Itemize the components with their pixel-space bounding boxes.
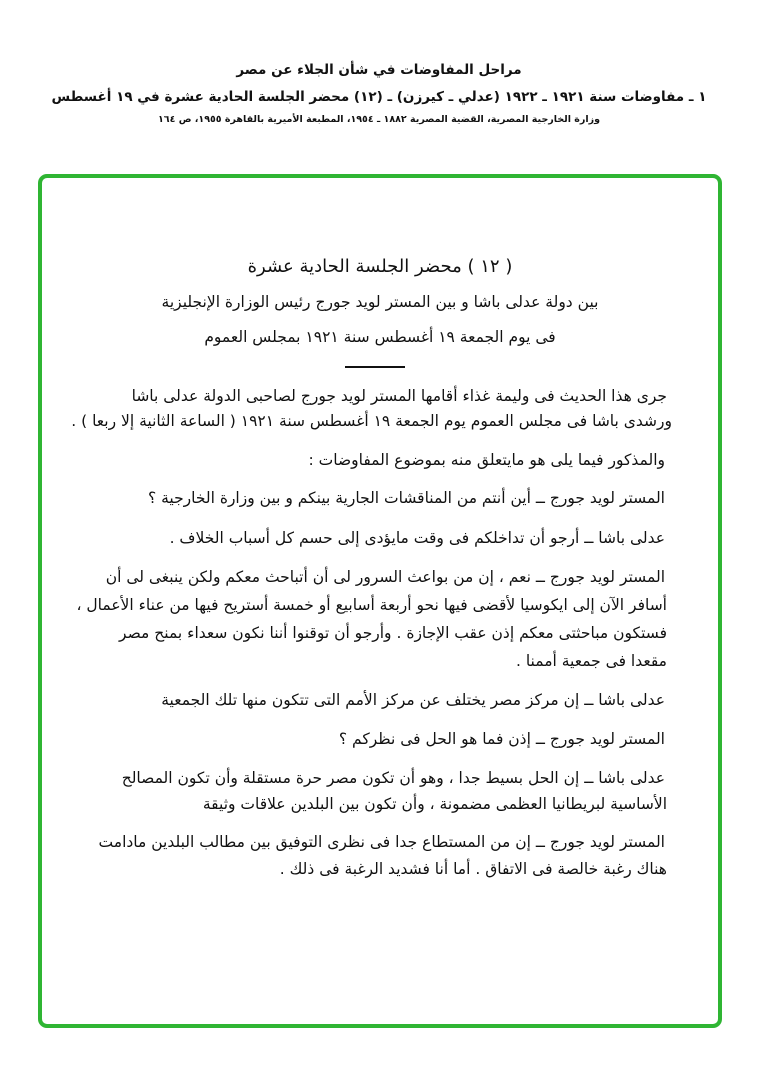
text-line: المستر لويد جورج ــ نعم ، إن من بواعث السرور لى أن أتباحث معكم ولكن ينبغى لى أن xyxy=(105,568,665,586)
text-line: أسافر الآن إلى ايكوسيا لأقضى فيها نحو أربعة أسابيع أو خمسة أستريح فيها من عناء الأعمال ، xyxy=(76,596,667,614)
text-line: جرى هذا الحديث فى وليمة غذاء أقامها المستر لويد جورج لصاحبى الدولة عدلى باشا xyxy=(131,387,667,405)
text-line: هناك رغبة خالصة فى الاتفاق . أما أنا فشديد الرغبة فى ذلك . xyxy=(279,860,667,878)
text-line: المستر لويد جورج ــ أين أنتم من المناقشات الجارية بينكم و بين وزارة الخارجية ؟ xyxy=(147,489,665,507)
document-title: ( ١٢ ) محضر الجلسة الحادية عشرة xyxy=(247,256,513,277)
text-line: مقعدا فى جمعية أممنا . xyxy=(515,652,667,670)
text-line: ورشدى باشا فى مجلس العموم يوم الجمعة ١٩ أغسطس سنة ١٩٢١ ( الساعة الثانية إلا ربعا ) . xyxy=(71,412,672,430)
page-header-title: مراحل المفاوضات في شأن الجلاء عن مصر xyxy=(236,62,522,78)
text-line: المستر لويد جورج ــ إن من المستطاع جدا فى نظرى التوفيق بين مطالب البلدين مادامت xyxy=(98,833,665,851)
document-subtitle-2: فى يوم الجمعة ١٩ أغسطس سنة ١٩٢١ بمجلس العموم xyxy=(204,328,556,346)
title-divider xyxy=(345,366,405,368)
text-line: عدلى باشا ــ أرجو أن تداخلكم فى وقت مايؤدى إلى حسم كل أسباب الخلاف . xyxy=(169,529,665,547)
document-subtitle-1: بين دولة عدلى باشا و بين المستر لويد جورج رئيس الوزارة الإنجليزية xyxy=(161,293,599,311)
text-line: فستكون مباحثتى معكم إذن عقب الإجازة . وأرجو أن توقنوا أننا نكون سعداء بمنح مصر xyxy=(119,624,667,642)
text-line: والمذكور فيما يلى هو مايتعلق منه بموضوع المفاوضات : xyxy=(308,451,665,469)
text-line: الأساسية لبريطانيا العظمى مضمونة ، وأن تكون بين البلدين علاقات وثيقة xyxy=(202,795,667,813)
text-line: المستر لويد جورج ــ إذن فما هو الحل فى نظركم ؟ xyxy=(338,730,665,748)
page-header-subtitle: ١ ـ مفاوضات سنة ١٩٢١ ـ ١٩٢٢ (عدلي ـ كيرزن) ـ (١٢) محضر الجلسة الحادية عشرة في ١٩ أغسطس xyxy=(51,89,707,105)
text-line: عدلى باشا ــ إن الحل بسيط جدا ، وهو أن تكون مصر حرة مستقلة وأن تكون المصالح xyxy=(121,769,665,787)
page-header-source: وزارة الخارجية المصرية، القضية المصرية ١٨٨٢ ـ ١٩٥٤، المطبعة الأميرية بالقاهرة ١٩٥٥، ص ١٦٤ xyxy=(157,114,601,125)
text-line: عدلى باشا ــ إن مركز مصر يختلف عن مركز الأمم التى تتكون منها تلك الجمعية xyxy=(161,691,665,709)
